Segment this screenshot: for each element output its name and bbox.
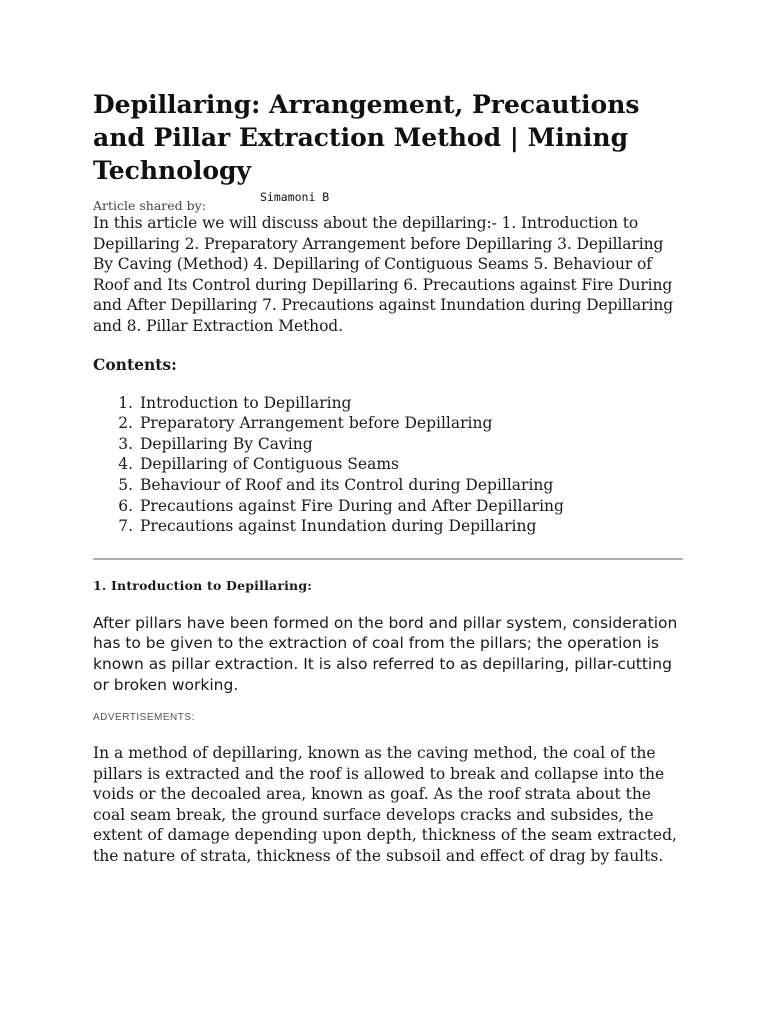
byline-label: Article shared by: (93, 198, 206, 213)
section-paragraph: After pillars have been formed on the bord and pillar system, consideration has to be given to the extraction of coal from the pillars; the operation is known as pillar extraction. It is also referred to as depillaring, pillar-cutting or broken working. (93, 613, 678, 694)
toc-item-preparatory-arrangement[interactable]: 2. Preparatory Arrangement before Depillaring (138, 413, 683, 434)
table-of-contents (93, 393, 683, 537)
toc-item-introduction[interactable]: 1. Introduction to Depillaring (138, 393, 683, 414)
toc-item-depillaring-by-caving[interactable]: 3. Depillaring By Caving (138, 434, 683, 455)
toc-item-roof-behaviour[interactable]: 5. Behaviour of Roof and its Control during Depillaring (138, 475, 683, 496)
advertisements-label: ADVERTISEMENTS: (93, 712, 195, 724)
section-paragraph: In a method of depillaring, known as the caving method, the coal of the pillars is extracted and the roof is allowed to break and collapse into the voids or the decoaled area, known as goaf. As the roof strata about the coal seam break, the ground surface develops cracks and subsides, the extent of damage depending upon depth, thickness of the seam extracted, the nature of strata, thickness of the subsoil and effect of drag by faults. (93, 744, 677, 866)
author-name: Simamoni B (260, 190, 330, 204)
section-heading: 1. Introduction to Depillaring: (93, 577, 313, 593)
byline (93, 189, 683, 213)
article-title: Depillaring: Arrangement, Precautions and Pillar Extraction Method | Mining Technology (93, 90, 640, 185)
article (93, 88, 683, 867)
toc-item-inundation-precautions[interactable]: 7. Precautions against Inundation during Depillaring (138, 516, 683, 537)
toc-item-contiguous-seams[interactable]: 4. Depillaring of Contiguous Seams (138, 454, 683, 475)
contents-heading: Contents: (93, 354, 177, 374)
toc-item-fire-precautions[interactable]: 6. Precautions against Fire During and After Depillaring (138, 496, 683, 517)
section-divider (93, 558, 683, 560)
intro-paragraph: In this article we will discuss about the depillaring:- 1. Introduction to Depillaring 2. Preparatory Arrangement before Depillaring 3. Depillaring By Caving (Method) 4. Depillaring of Contiguous Seams 5. Behaviour of Roof and Its Control during Depillaring 6. Precautions against Fire During and After Depillaring 7. Precautions against Inundation during Depillaring and 8. Pillar Extraction Method. (93, 214, 674, 335)
